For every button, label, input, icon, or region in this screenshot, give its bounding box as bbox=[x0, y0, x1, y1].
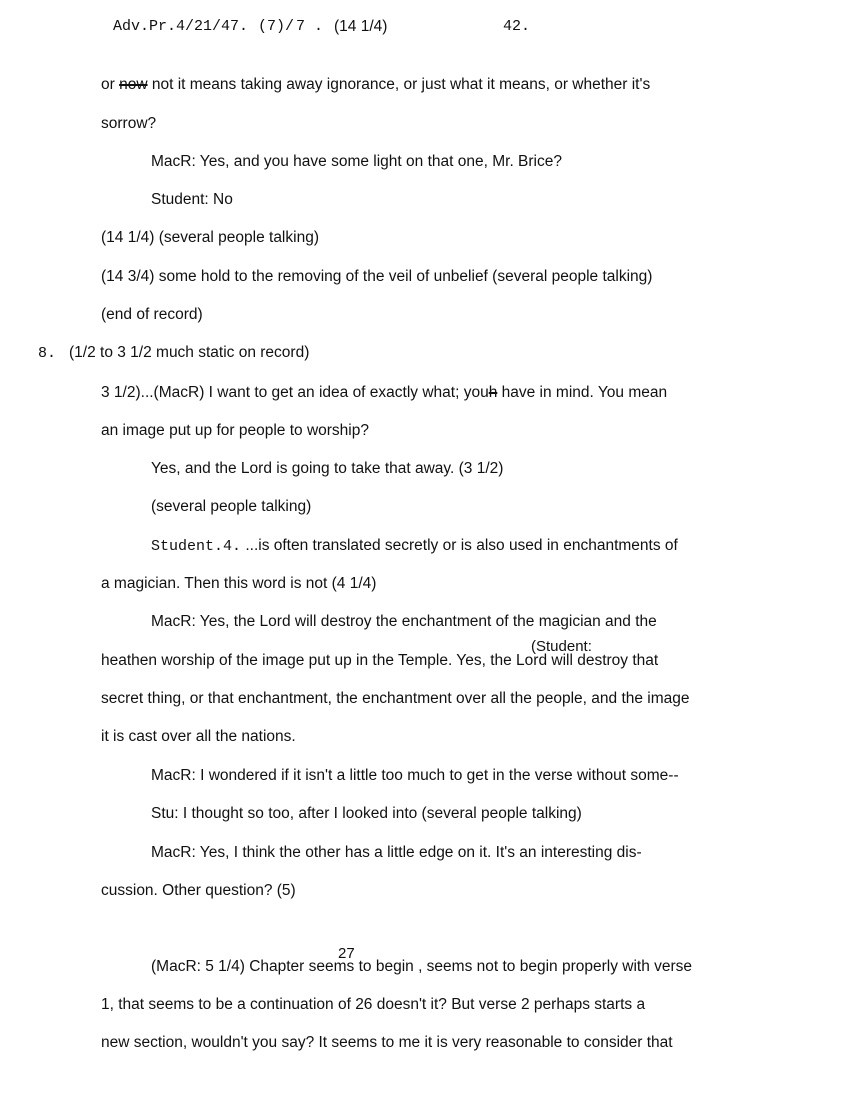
text-line: MacR: Yes, and you have some light on that one, Mr. Brice? bbox=[151, 153, 562, 170]
section-number: 7 . bbox=[296, 18, 324, 35]
interlinear-insert: (Student: bbox=[531, 638, 592, 655]
text-line: (1/2 to 3 1/2 much static on record) bbox=[69, 344, 310, 361]
text-fragment: 3 1/2)...(MacR) I want to get an idea of exactly what; you bbox=[101, 384, 489, 401]
text-line: cussion. Other question? (5) bbox=[101, 882, 296, 899]
text-line bbox=[101, 76, 650, 94]
struck-word: now bbox=[119, 76, 148, 93]
text-line: (end of record) bbox=[101, 306, 203, 323]
text-fragment: not it means taking away ignorance, or just what it means, or whether it's bbox=[151, 76, 651, 93]
text-line: secret thing, or that enchantment, the enchantment over all the people, and the image bbox=[101, 690, 690, 707]
header-timestamp: (14 1/4) bbox=[334, 18, 388, 35]
page-number: 42. bbox=[503, 18, 531, 35]
document-reference: Adv.Pr.4/21/47. bbox=[113, 18, 249, 35]
struck-letter: h bbox=[488, 384, 498, 401]
text-line: (14 3/4) some hold to the removing of the veil of unbelief (several people talking) bbox=[101, 268, 653, 285]
handwritten-mark: (7)/ bbox=[258, 18, 295, 35]
text-fragment: Student.4. bbox=[151, 538, 242, 555]
text-line: a magician. Then this word is not (4 1/4) bbox=[101, 575, 377, 592]
text-line: new section, wouldn't you say? It seems to me it is very reasonable to consider that bbox=[101, 1034, 673, 1051]
text-fragment: ...is often translated secretly or is also used in enchantments of bbox=[245, 537, 678, 554]
item-number: 8. bbox=[38, 345, 57, 362]
interlinear-insert: 27 bbox=[338, 945, 355, 962]
text-line: (MacR: 5 1/4) Chapter seems to begin , seems not to begin properly with verse bbox=[151, 958, 693, 975]
text-line: (14 1/4) (several people talking) bbox=[101, 229, 319, 246]
text-line: it is cast over all the nations. bbox=[101, 728, 296, 745]
text-line: MacR: Yes, I think the other has a little edge on it. It's an interesting dis- bbox=[151, 844, 642, 861]
text-line: 1, that seems to be a continuation of 26 doesn't it? But verse 2 perhaps starts a bbox=[101, 996, 646, 1013]
text-line: an image put up for people to worship? bbox=[101, 422, 369, 439]
text-line: Stu: I thought so too, after I looked into (several people talking) bbox=[151, 805, 582, 822]
text-line: (several people talking) bbox=[151, 498, 312, 515]
text-line: sorrow? bbox=[101, 115, 157, 132]
text-line: Student: No bbox=[151, 191, 233, 208]
text-fragment: or bbox=[101, 76, 115, 93]
text-line: heathen worship of the image put up in the Temple. Yes, the Lord will destroy that bbox=[101, 652, 659, 669]
text-line bbox=[151, 537, 678, 555]
text-line: MacR: I wondered if it isn't a little too much to get in the verse without some-- bbox=[151, 767, 679, 784]
text-line: MacR: Yes, the Lord will destroy the enchantment of the magician and the bbox=[151, 613, 657, 630]
text-line: Yes, and the Lord is going to take that away. (3 1/2) bbox=[151, 460, 504, 477]
text-fragment: have in mind. You mean bbox=[497, 384, 668, 401]
text-line bbox=[101, 384, 667, 402]
